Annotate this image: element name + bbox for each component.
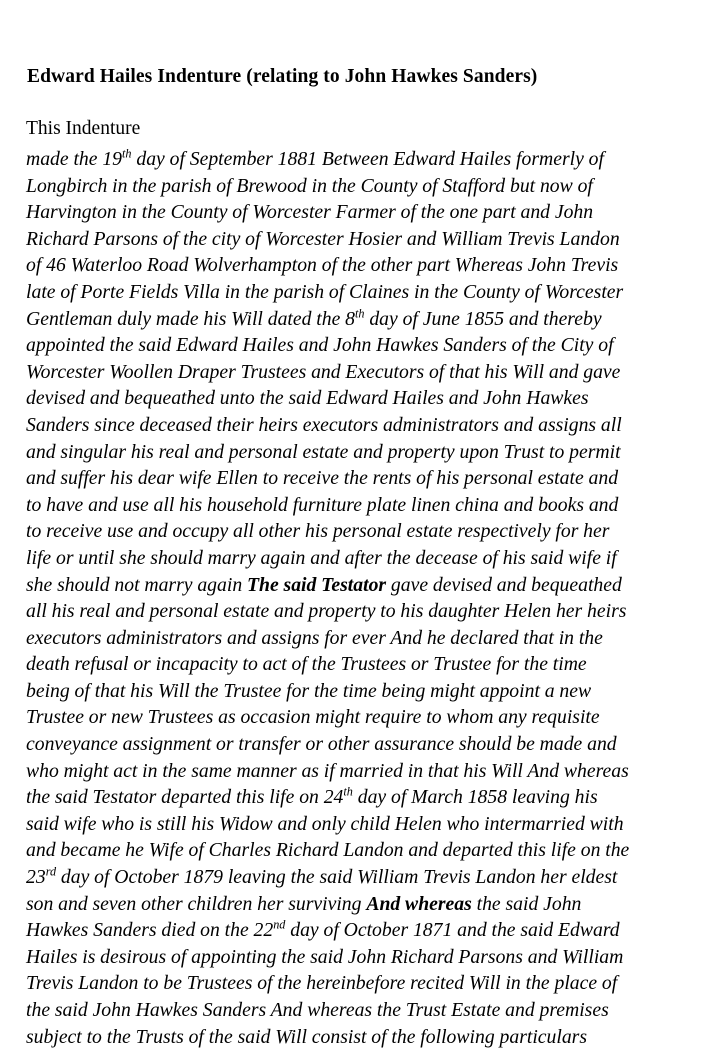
body-text: the said Testator departed this life on 24 <box>26 786 344 809</box>
body-text: Worcester Woollen Draper Trustees and Executors of that his Will and gave <box>26 360 621 383</box>
body-line <box>26 997 698 1024</box>
body-text: said wife who is still his Widow and only child Helen who intermarried with <box>26 812 624 835</box>
body-text: and singular his real and personal estate and property upon Trust to permit <box>26 440 621 463</box>
body-text: Richard Parsons of the city of Worcester Hosier and William Trevis Landon <box>26 227 620 250</box>
body-line <box>26 837 698 864</box>
body-line <box>26 864 698 891</box>
body-text: made the 19 <box>26 148 123 170</box>
ordinal-suffix: th <box>122 146 132 161</box>
body-line <box>26 173 698 200</box>
body-text: of 46 Waterloo Road Wolverhampton of the other part Whereas John Trevis <box>26 254 619 277</box>
body-line <box>26 811 698 838</box>
body-line <box>26 598 698 625</box>
body-line <box>26 465 698 492</box>
body-line <box>26 332 698 359</box>
body-line <box>26 917 698 944</box>
body-text: and became he Wife of Charles Richard Landon and departed this life on the <box>26 839 630 862</box>
body-text: the said John <box>471 892 582 915</box>
body-text: appointed the said Edward Hailes and John Hawkes Sanders of the City of <box>26 334 614 357</box>
body-text: devised and bequeathed unto the said Edward Hailes and John Hawkes <box>26 387 589 410</box>
intro-paragraph: This Indenture <box>26 117 141 139</box>
body-text: Trevis Landon to be Trustees of the hereinbefore recited Will in the place of <box>26 972 618 995</box>
body-line <box>26 704 698 731</box>
body-text: day of June 1855 and thereby <box>364 307 602 330</box>
body-line <box>26 252 698 279</box>
body-line <box>26 518 698 545</box>
body-text: and suffer his dear wife Ellen to receive the rents of his personal estate and <box>26 467 619 490</box>
body-text: she should not marry again <box>26 573 247 596</box>
body-line <box>26 572 698 599</box>
body-text: day of September 1881 Between Edward Hailes formerly of <box>131 148 604 170</box>
body-line <box>26 412 698 439</box>
body-line <box>26 678 698 705</box>
body-text: death refusal or incapacity to act of the Trustees or Trustee for the time <box>26 653 587 676</box>
body-text: Sanders since deceased their heirs executors administrators and assigns all <box>26 413 622 436</box>
body-text: Harvington in the County of Worcester Farmer of the one part and John <box>26 201 594 224</box>
ordinal-suffix: rd <box>45 864 57 879</box>
body-text: late of Porte Fields Villa in the parish of Claines in the County of Worcester <box>26 280 624 303</box>
body-line <box>26 226 698 253</box>
body-line <box>26 731 698 758</box>
body-text: subject to the Trusts of the said Will consist of the following particulars <box>26 1025 588 1048</box>
body-line <box>26 199 698 226</box>
body-line <box>26 651 698 678</box>
body-text: Gentleman duly made his Will dated the 8 <box>26 307 356 330</box>
body-text: to have and use all his household furniture plate linen china and books and <box>26 493 619 516</box>
emphasis-text: And whereas <box>366 892 472 915</box>
body-line <box>26 944 698 971</box>
body-text: all his real and personal estate and property to his daughter Helen her heirs <box>26 600 627 623</box>
body-text: son and seven other children her surviving <box>26 892 367 915</box>
body-text: to receive use and occupy all other his personal estate respectively for her <box>26 520 610 543</box>
body-text: conveyance assignment or transfer or other assurance should be made and <box>26 733 617 756</box>
body-line <box>26 385 698 412</box>
body-text: day of October 1879 leaving the said William Trevis Landon her eldest <box>56 866 618 889</box>
body-text: 23 <box>26 866 46 889</box>
body-text: Trustee or new Trustees as occasion might require to whom any requisite <box>26 706 600 729</box>
document-body <box>26 146 698 1050</box>
body-line <box>26 492 698 519</box>
body-text: Longbirch in the parish of Brewood in the County of Stafford but now of <box>26 174 593 197</box>
body-line <box>26 970 698 997</box>
body-text: Hailes is desirous of appointing the said John Richard Parsons and William <box>26 945 624 968</box>
body-line <box>26 439 698 466</box>
body-text: being of that his Will the Trustee for the time being might appoint a new <box>26 679 592 702</box>
body-text: life or until she should marry again and after the decease of his said wife if <box>26 546 617 569</box>
body-line <box>26 625 698 652</box>
body-text: the said John Hawkes Sanders And whereas the Trust Estate and premises <box>26 999 609 1021</box>
body-text: day of October 1871 and the said Edward <box>285 919 620 942</box>
ordinal-suffix: th <box>355 306 365 320</box>
ordinal-suffix: th <box>343 784 353 799</box>
body-line <box>26 545 698 572</box>
body-line <box>26 1024 698 1050</box>
body-line <box>26 359 698 386</box>
page-title: Edward Hailes Indenture (relating to John Hawkes Sanders) <box>27 66 538 88</box>
body-text: gave devised and bequeathed <box>386 573 622 596</box>
body-text: executors administrators and assigns for ever And he declared that in the <box>26 626 603 649</box>
body-text: day of March 1858 leaving his <box>352 786 598 809</box>
body-line <box>26 306 698 333</box>
emphasis-text: The said Testator <box>247 573 387 596</box>
body-line <box>26 758 698 785</box>
body-text: who might act in the same manner as if married in that his Will And whereas <box>26 759 629 782</box>
body-line <box>26 784 698 811</box>
body-line <box>26 146 698 173</box>
ordinal-suffix: nd <box>273 917 286 932</box>
body-text: Hawkes Sanders died on the 22 <box>26 919 274 942</box>
body-line <box>26 891 698 918</box>
body-line <box>26 279 698 306</box>
